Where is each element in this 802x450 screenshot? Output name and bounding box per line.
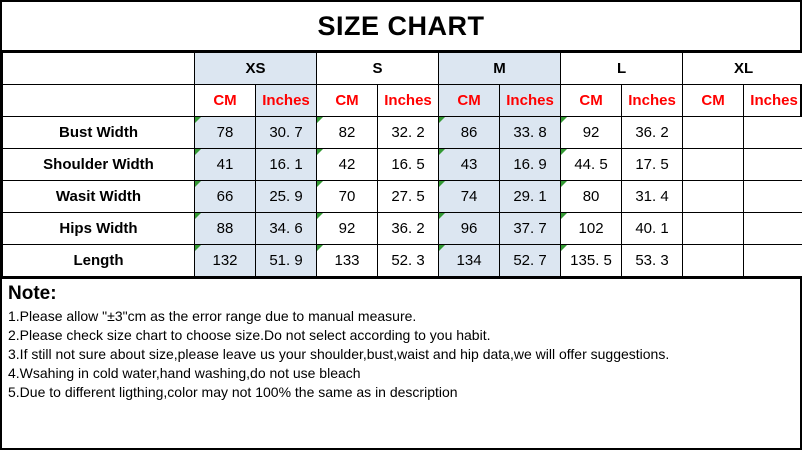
cell-hips-m-inches: 37. 7 (500, 213, 561, 245)
cell-length-xl-cm (683, 245, 744, 277)
row-label-header (3, 53, 195, 85)
cell-shoulder-xs-inches: 16. 1 (256, 149, 317, 181)
cell-wasit-m-cm: 74 (439, 181, 500, 213)
unit-xl-inches: Inches (744, 85, 802, 117)
cell-length-s-inches: 52. 3 (378, 245, 439, 277)
row-label-hips-width: Hips Width (3, 213, 195, 245)
size-chart-table (2, 52, 802, 277)
note-line-3: 3.If still not sure about size,please leave us your shoulder,bust,waist and hip data,we will offer suggestions. (8, 346, 670, 362)
cell-wasit-xl-inches (744, 181, 802, 213)
cell-hips-s-inches: 36. 2 (378, 213, 439, 245)
chart-title-row (2, 2, 800, 52)
cell-length-xs-cm: 132 (195, 245, 256, 277)
cell-hips-m-cm: 96 (439, 213, 500, 245)
cell-bust-xl-inches (744, 117, 802, 149)
size-header-s: S (317, 53, 439, 85)
note-line-2: 2.Please check size chart to choose size.Do not select according to you habit. (8, 327, 491, 343)
cell-hips-xl-cm (683, 213, 744, 245)
note-line-5: 5.Due to different ligthing,color may not 100% the same as in description (8, 384, 458, 400)
cell-bust-m-cm: 86 (439, 117, 500, 149)
cell-wasit-xs-cm: 66 (195, 181, 256, 213)
table-row (3, 213, 802, 245)
row-label-length: Length (3, 245, 195, 277)
cell-hips-xl-inches (744, 213, 802, 245)
cell-length-l-cm: 135. 5 (561, 245, 622, 277)
note-line-4: 4.Wsahing in cold water,hand washing,do not use bleach (8, 365, 361, 381)
cell-hips-s-cm: 92 (317, 213, 378, 245)
cell-wasit-l-inches: 31. 4 (622, 181, 683, 213)
unit-xs-inches: Inches (256, 85, 317, 117)
unit-s-inches: Inches (378, 85, 439, 117)
table-header-units (3, 85, 802, 117)
row-label-shoulder-width: Shoulder Width (3, 149, 195, 181)
cell-shoulder-s-inches: 16. 5 (378, 149, 439, 181)
cell-shoulder-m-cm: 43 (439, 149, 500, 181)
unit-m-cm: CM (439, 85, 500, 117)
cell-shoulder-xl-inches (744, 149, 802, 181)
unit-l-cm: CM (561, 85, 622, 117)
cell-shoulder-m-inches: 16. 9 (500, 149, 561, 181)
cell-shoulder-s-cm: 42 (317, 149, 378, 181)
table-header-sizes (3, 53, 802, 85)
size-header-l: L (561, 53, 683, 85)
cell-wasit-l-cm: 80 (561, 181, 622, 213)
page-title: SIZE CHART (317, 10, 485, 41)
note-line-1: 1.Please allow "±3"cm as the error range due to manual measure. (8, 308, 417, 324)
table-row (3, 117, 802, 149)
unit-s-cm: CM (317, 85, 378, 117)
cell-shoulder-l-cm: 44. 5 (561, 149, 622, 181)
cell-wasit-s-inches: 27. 5 (378, 181, 439, 213)
cell-shoulder-xl-cm (683, 149, 744, 181)
row-label-wasit-width: Wasit Width (3, 181, 195, 213)
cell-hips-l-inches: 40. 1 (622, 213, 683, 245)
size-header-m: M (439, 53, 561, 85)
cell-hips-l-cm: 102 (561, 213, 622, 245)
unit-l-inches: Inches (622, 85, 683, 117)
cell-bust-l-cm: 92 (561, 117, 622, 149)
cell-length-xs-inches: 51. 9 (256, 245, 317, 277)
cell-hips-xs-inches: 34. 6 (256, 213, 317, 245)
cell-length-s-cm: 133 (317, 245, 378, 277)
unit-row-label (3, 85, 195, 117)
cell-length-l-inches: 53. 3 (622, 245, 683, 277)
note-block (2, 277, 800, 448)
cell-length-m-inches: 52. 7 (500, 245, 561, 277)
table-row (3, 181, 802, 213)
cell-bust-s-inches: 32. 2 (378, 117, 439, 149)
cell-wasit-m-inches: 29. 1 (500, 181, 561, 213)
cell-bust-xl-cm (683, 117, 744, 149)
cell-length-m-cm: 134 (439, 245, 500, 277)
cell-hips-xs-cm: 88 (195, 213, 256, 245)
table-row (3, 245, 802, 277)
size-header-xl: XL (683, 53, 802, 85)
cell-bust-xs-cm: 78 (195, 117, 256, 149)
table-row (3, 149, 802, 181)
note-heading: Note: (8, 283, 57, 304)
cell-wasit-xl-cm (683, 181, 744, 213)
cell-shoulder-l-inches: 17. 5 (622, 149, 683, 181)
unit-xs-cm: CM (195, 85, 256, 117)
unit-m-inches: Inches (500, 85, 561, 117)
cell-wasit-xs-inches: 25. 9 (256, 181, 317, 213)
cell-shoulder-xs-cm: 41 (195, 149, 256, 181)
cell-wasit-s-cm: 70 (317, 181, 378, 213)
size-header-xs: XS (195, 53, 317, 85)
cell-length-xl-inches (744, 245, 802, 277)
unit-xl-cm: CM (683, 85, 744, 117)
cell-bust-xs-inches: 30. 7 (256, 117, 317, 149)
cell-bust-s-cm: 82 (317, 117, 378, 149)
cell-bust-m-inches: 33. 8 (500, 117, 561, 149)
cell-bust-l-inches: 36. 2 (622, 117, 683, 149)
row-label-bust-width: Bust Width (3, 117, 195, 149)
